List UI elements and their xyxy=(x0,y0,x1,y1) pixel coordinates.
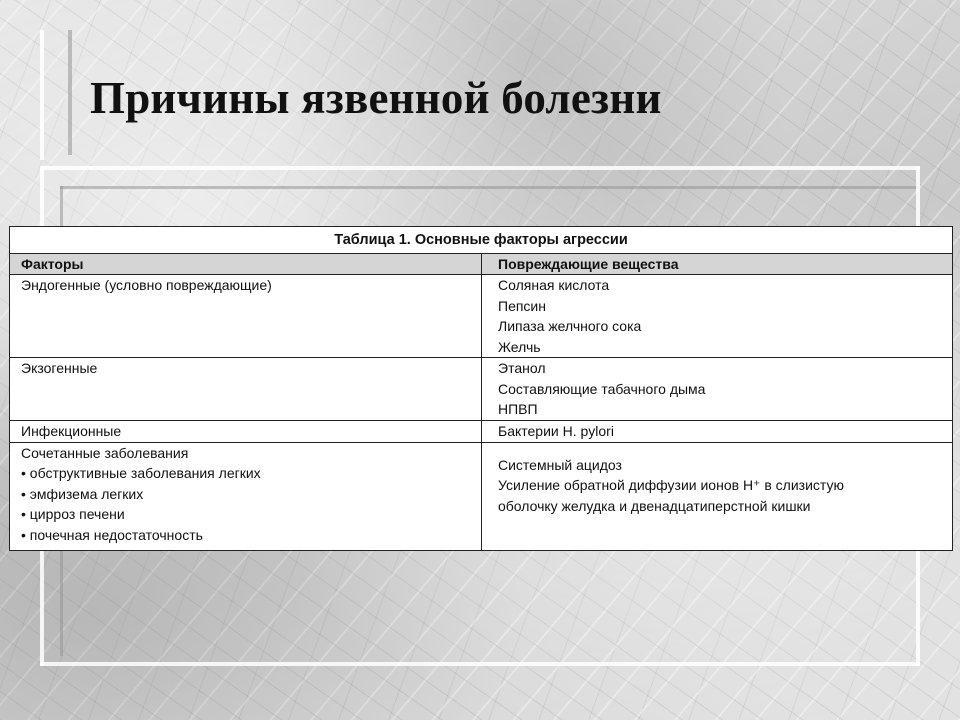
factor-line: Эндогенные (условно повреждающие) xyxy=(21,277,272,293)
substance-line: Усиление обратной диффузии ионов H⁺ в слизистую xyxy=(498,477,844,493)
frame-horizontal-shadow xyxy=(60,186,920,189)
substance-line: оболочку желудка и двенадцатиперстной кишки xyxy=(498,497,811,514)
substances-cell xyxy=(482,358,953,421)
frame-vertical-line-top xyxy=(40,30,44,160)
factor-line: • эмфизема легких xyxy=(21,485,144,502)
factor-cell xyxy=(10,421,482,443)
substance-line: Соляная кислота xyxy=(498,277,610,293)
substance-line: Желчь xyxy=(498,338,541,355)
factor-line: • почечная недостаточность xyxy=(21,526,203,543)
factor-line: • цирроз печени xyxy=(21,506,125,522)
substance-line: Бактерии H. pylori xyxy=(498,423,614,439)
substance-line: Системный ацидоз xyxy=(498,456,622,473)
table-row xyxy=(10,442,952,550)
factor-cell xyxy=(10,358,482,421)
factor-cell xyxy=(10,275,482,358)
substances-cell xyxy=(482,442,953,550)
table-row xyxy=(10,275,952,358)
factor-line: Сочетанные заболевания xyxy=(21,444,189,461)
substance-line: Составляющие табачного дыма xyxy=(498,380,706,397)
factor-line: • обструктивные заболевания легких xyxy=(21,465,261,481)
factor-cell xyxy=(10,442,482,550)
slide-title: Причины язвенной болезни xyxy=(90,73,662,123)
substance-line: Пепсин xyxy=(498,297,546,314)
substances-cell xyxy=(482,275,953,358)
substance-line: Липаза желчного сока xyxy=(498,318,642,334)
frame-vertical-shadow-top xyxy=(68,30,72,155)
substance-line: НПВП xyxy=(498,401,538,417)
frame-horizontal-line xyxy=(40,166,920,170)
column-header-factors: Факторы xyxy=(10,254,482,275)
frame-bottom-line xyxy=(40,662,920,666)
substances-cell xyxy=(482,421,953,443)
substance-line: Этанол xyxy=(498,360,546,376)
table-row xyxy=(10,421,952,443)
column-header-substances: Повреждающие вещества xyxy=(482,254,953,275)
factor-line: Инфекционные xyxy=(21,423,122,439)
table-row xyxy=(10,358,952,421)
aggression-factors-table xyxy=(9,226,953,551)
factor-line: Экзогенные xyxy=(21,360,98,376)
cell-spacer xyxy=(498,443,952,455)
table-caption: Таблица 1. Основные факторы агрессии xyxy=(10,227,952,254)
